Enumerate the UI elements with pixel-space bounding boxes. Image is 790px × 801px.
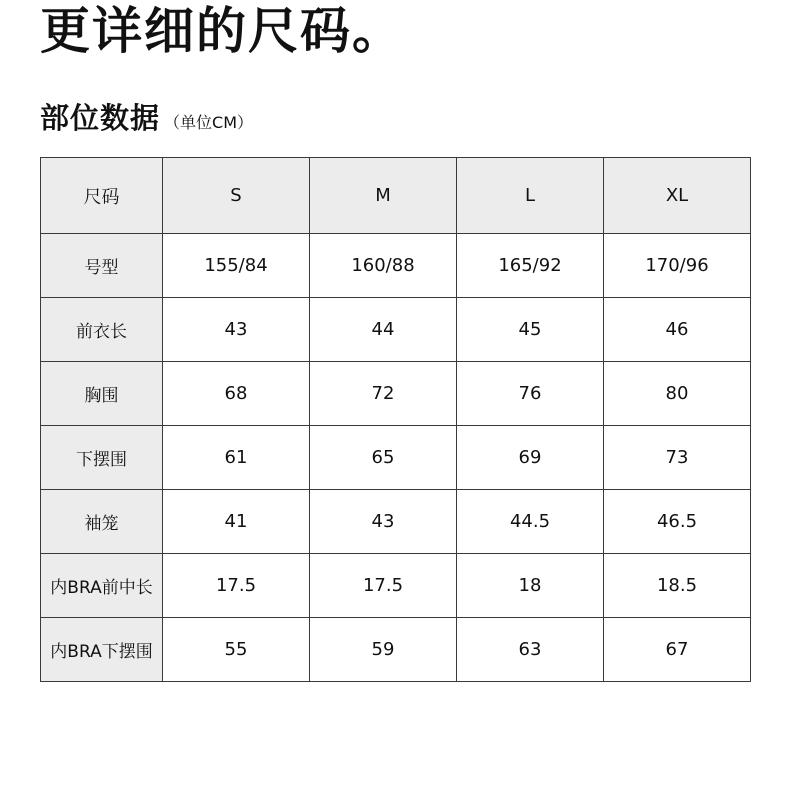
table-row xyxy=(41,618,751,682)
header-cell-s: S xyxy=(163,158,310,234)
table-cell: 155/84 xyxy=(163,234,310,298)
table-cell: 165/92 xyxy=(457,234,604,298)
table-row xyxy=(41,298,751,362)
table-cell: 72 xyxy=(310,362,457,426)
table-cell: 76 xyxy=(457,362,604,426)
section-title: 部位数据 xyxy=(40,101,161,135)
table-cell: 170/96 xyxy=(604,234,751,298)
table-cell: 44 xyxy=(310,298,457,362)
table-cell: 80 xyxy=(604,362,751,426)
table-cell: 55 xyxy=(163,618,310,682)
table-row xyxy=(41,362,751,426)
table-cell: 46.5 xyxy=(604,490,751,554)
row-label: 袖笼 xyxy=(41,490,163,554)
table-row xyxy=(41,234,751,298)
table-cell: 41 xyxy=(163,490,310,554)
table-cell: 68 xyxy=(163,362,310,426)
row-label: 号型 xyxy=(41,234,163,298)
table-row xyxy=(41,490,751,554)
table-cell: 46 xyxy=(604,298,751,362)
page-headline: 更详细的尺码。 xyxy=(40,2,404,60)
table-cell: 18 xyxy=(457,554,604,618)
table-row xyxy=(41,554,751,618)
row-label: 胸围 xyxy=(41,362,163,426)
table-cell: 45 xyxy=(457,298,604,362)
table-cell: 69 xyxy=(457,426,604,490)
row-label: 内BRA下摆围 xyxy=(41,618,163,682)
row-label: 下摆围 xyxy=(41,426,163,490)
row-label: 内BRA前中长 xyxy=(41,554,163,618)
table-cell: 61 xyxy=(163,426,310,490)
table-cell: 65 xyxy=(310,426,457,490)
table-cell: 160/88 xyxy=(310,234,457,298)
table-cell: 44.5 xyxy=(457,490,604,554)
header-cell-size: 尺码 xyxy=(41,158,163,234)
table-cell: 43 xyxy=(163,298,310,362)
header-cell-l: L xyxy=(457,158,604,234)
table-row xyxy=(41,426,751,490)
header-cell-xl: XL xyxy=(604,158,751,234)
table-cell: 67 xyxy=(604,618,751,682)
table-cell: 17.5 xyxy=(163,554,310,618)
table-cell: 63 xyxy=(457,618,604,682)
section-unit: （单位CM） xyxy=(164,113,253,132)
table-cell: 17.5 xyxy=(310,554,457,618)
table-cell: 73 xyxy=(604,426,751,490)
table-cell: 43 xyxy=(310,490,457,554)
table-cell: 18.5 xyxy=(604,554,751,618)
table-header-row xyxy=(41,158,751,234)
row-label: 前衣长 xyxy=(41,298,163,362)
size-table xyxy=(40,157,751,682)
section-heading xyxy=(40,98,253,143)
header-cell-m: M xyxy=(310,158,457,234)
table-cell: 59 xyxy=(310,618,457,682)
